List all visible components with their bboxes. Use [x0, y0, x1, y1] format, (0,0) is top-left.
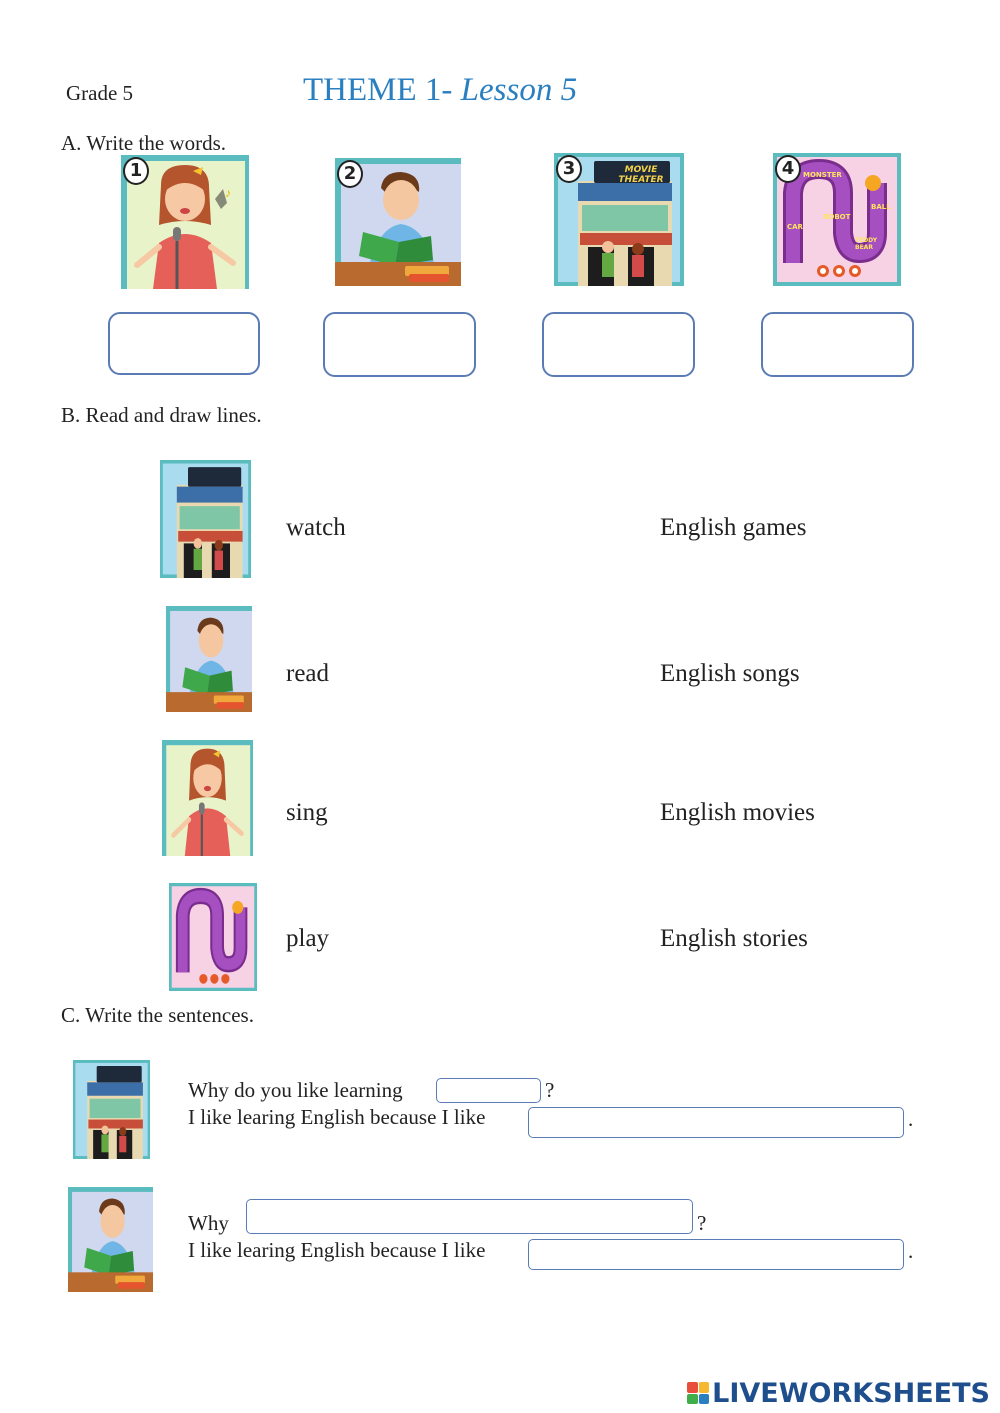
question-2-mark: ?	[697, 1211, 707, 1235]
answer-box-1[interactable]	[108, 312, 260, 375]
board-label-ball: BALL	[871, 203, 891, 211]
picture-boy-reading-2	[335, 158, 461, 286]
movie-theater-illustration-small	[160, 460, 251, 578]
verb-watch[interactable]: watch	[286, 514, 346, 541]
answer-box-3[interactable]	[542, 312, 695, 377]
number-badge-2: 2	[337, 160, 363, 188]
question-1-input[interactable]	[436, 1078, 541, 1103]
verb-play[interactable]: play	[286, 925, 330, 952]
answer-box-2[interactable]	[323, 312, 476, 377]
question-1-mark: ?	[545, 1078, 555, 1102]
phrase-english-games[interactable]: English games	[660, 514, 807, 541]
liveworksheets-brand: LIVEWORKSHEETS	[712, 1377, 990, 1409]
page-title	[303, 74, 577, 107]
picture-movie-theater-3	[554, 153, 684, 286]
svg-text:♪: ♪	[225, 186, 231, 200]
title-lesson: Lesson 5	[460, 72, 578, 108]
number-badge-1: 1	[123, 157, 149, 185]
verb-sing[interactable]: sing	[286, 799, 328, 826]
section-b-heading: B. Read and draw lines.	[61, 403, 262, 427]
board-label-robot: ROBOT	[823, 213, 851, 221]
picture-girl-singing-1	[121, 155, 249, 289]
sentence-picture-movie-theater	[73, 1060, 150, 1159]
board-game-illustration-small	[169, 883, 257, 991]
number-badge-3: 3	[556, 155, 582, 183]
match-picture-girl-singing	[162, 740, 253, 856]
boy-reading-illustration-small	[166, 606, 252, 712]
answer-2-period: .	[908, 1239, 914, 1263]
answer-1-period: .	[908, 1107, 914, 1131]
liveworksheets-logo[interactable]	[687, 1376, 990, 1410]
liveworksheets-icon	[687, 1382, 709, 1404]
phrase-english-songs[interactable]: English songs	[660, 660, 800, 687]
question-2-prefix: Why	[188, 1211, 229, 1235]
verb-read[interactable]: read	[286, 660, 330, 687]
question-2-input[interactable]	[246, 1199, 693, 1234]
picture-board-game-4	[773, 153, 901, 286]
phrase-english-movies[interactable]: English movies	[660, 799, 815, 826]
match-picture-board-game	[169, 883, 257, 991]
match-picture-movie-theater	[160, 460, 251, 578]
sentence-picture-boy-reading	[68, 1187, 153, 1292]
answer-box-4[interactable]	[761, 312, 914, 377]
board-label-car: CAR	[787, 223, 803, 231]
section-c-heading: C. Write the sentences.	[61, 1003, 254, 1027]
answer-1-input[interactable]	[528, 1107, 904, 1138]
grade-label: Grade 5	[66, 81, 134, 105]
section-a-heading: A. Write the words.	[61, 131, 226, 155]
phrase-english-stories[interactable]: English stories	[660, 925, 808, 952]
answer-2-prefix: I like learing English because I like	[188, 1238, 486, 1262]
title-main: THEME 1-	[303, 72, 461, 108]
girl-singing-illustration-small	[162, 740, 253, 856]
board-label-teddy-bear: TEDDY BEAR	[855, 237, 878, 251]
answer-2-input[interactable]	[528, 1239, 904, 1270]
match-picture-boy-reading	[166, 606, 252, 712]
board-label-monster: MONSTER	[803, 171, 842, 179]
boy-reading-illustration-tiny	[68, 1187, 153, 1292]
number-badge-4: 4	[775, 155, 801, 183]
answer-1-prefix: I like learing English because I like	[188, 1105, 486, 1129]
movie-theater-sign: MOVIE THEATER	[618, 165, 664, 185]
movie-theater-illustration-tiny	[73, 1060, 150, 1159]
question-1-prefix: Why do you like learning	[188, 1078, 403, 1102]
